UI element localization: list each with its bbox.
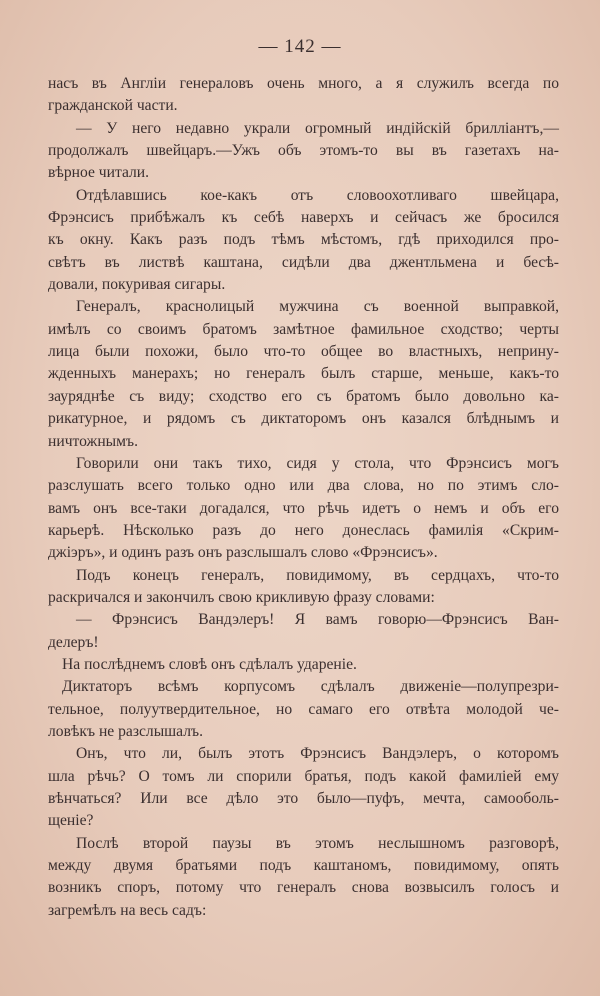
- text-line: вѣнчаться? Или все дѣло это было—пуфъ, мечта, самооболь-: [48, 790, 559, 807]
- text-line: насъ въ Англіи генераловъ очень много, а я служилъ всегда по: [48, 75, 559, 92]
- text-line: Отдѣлавшись кое-какъ отъ словоохотливаго швейцара,: [76, 186, 559, 204]
- text-line: Фрэнсисъ прибѣжалъ къ себѣ наверхъ и сейчасъ же бросился: [48, 209, 559, 227]
- text-line: зауряднѣе съ виду; сходство его съ братомъ было довольно ка-: [48, 387, 559, 405]
- text-line: вѣрное читали.: [48, 164, 150, 182]
- page-number: — 142 —: [258, 36, 342, 57]
- text-line: Подъ конецъ генералъ, повидимому, въ сердцахъ, что-то: [76, 566, 559, 584]
- text-line: шла рѣчь? О томъ ли спорили братья, подъ какой фамиліей ему: [48, 767, 559, 785]
- text-line: На послѣднемъ словѣ онъ сдѣлалъ удареніе.: [62, 655, 357, 673]
- text-line: раскричался и закончилъ свою крикливую фразу словами:: [48, 588, 435, 606]
- text-line: разслушать всего только одно или два слова, но по этимъ сло-: [48, 477, 559, 495]
- body-text: [48, 73, 559, 922]
- text-line: довали, покуривая сигары.: [48, 276, 226, 294]
- text-line: Диктаторъ всѣмъ корпусомъ сдѣлалъ движеніе—полупрезри-: [62, 678, 559, 696]
- text-line: Послѣ второй паузы въ этомъ неслышномъ разговорѣ,: [76, 834, 559, 852]
- text-line: Говорили они такъ тихо, сидя у стола, что Фрэнсисъ могъ: [76, 454, 559, 472]
- text-line: джіэръ», и одинъ разъ онъ разслышалъ слово «Фрэнсисъ».: [48, 544, 438, 562]
- text-line: ловѣкъ не разслышалъ.: [48, 722, 203, 740]
- text-line: вамъ онъ все-таки догадался, что рѣчь идетъ о немъ и объ его: [48, 499, 559, 517]
- text-line: лица были похожи, было что-то общее во властныхъ, неприну-: [48, 343, 559, 361]
- text-line: карьерѣ. Нѣсколько разъ до него донеслась фамилія «Скрим-: [48, 521, 559, 539]
- text-line: между двумя братьями подъ каштаномъ, повидимому, опять: [48, 857, 559, 875]
- text-line: имѣлъ со своимъ братомъ замѣтное фамильное сходство; черты: [48, 320, 559, 338]
- text-line: тельное, полуутвердительное, но самаго его отвѣта молодой че-: [48, 700, 559, 718]
- text-line: делеръ!: [48, 633, 99, 651]
- text-line: щеніе?: [48, 812, 94, 830]
- text-line: жденныхъ манерахъ; но генералъ былъ старше, меньше, какъ-то: [48, 365, 559, 383]
- text-line: рикатурное, и рядомъ съ диктаторомъ онъ казался блѣднымъ и: [48, 410, 559, 428]
- text-line: продолжалъ швейцаръ.—Ужъ объ этомъ-то вы въ газетахъ на-: [48, 142, 559, 160]
- text-line: Онъ, что ли, былъ этотъ Фрэнсисъ Вандэлеръ, о которомъ: [76, 745, 559, 763]
- text-line: свѣтъ въ листвѣ каштана, сидѣли два джентльмена и бесѣ-: [48, 253, 559, 271]
- text-line: Генералъ, краснолицый мужчина съ военной выправкой,: [76, 298, 559, 316]
- text-line: — У него недавно украли огромный индійскій брилліантъ,—: [76, 119, 559, 137]
- text-line: загремѣлъ на весь садъ:: [48, 901, 207, 919]
- text-line: къ окну. Какъ разъ подъ тѣмъ мѣстомъ, гдѣ приходился про-: [48, 231, 559, 249]
- text-line: гражданской части.: [48, 97, 178, 115]
- text-line: возникъ споръ, потому что генералъ снова возвысилъ голосъ и: [48, 879, 559, 897]
- text-line: ничтожнымъ.: [48, 432, 138, 450]
- text-line: — Фрэнсисъ Вандэлеръ! Я вамъ говорю—Фрэнсисъ Ван-: [76, 611, 559, 629]
